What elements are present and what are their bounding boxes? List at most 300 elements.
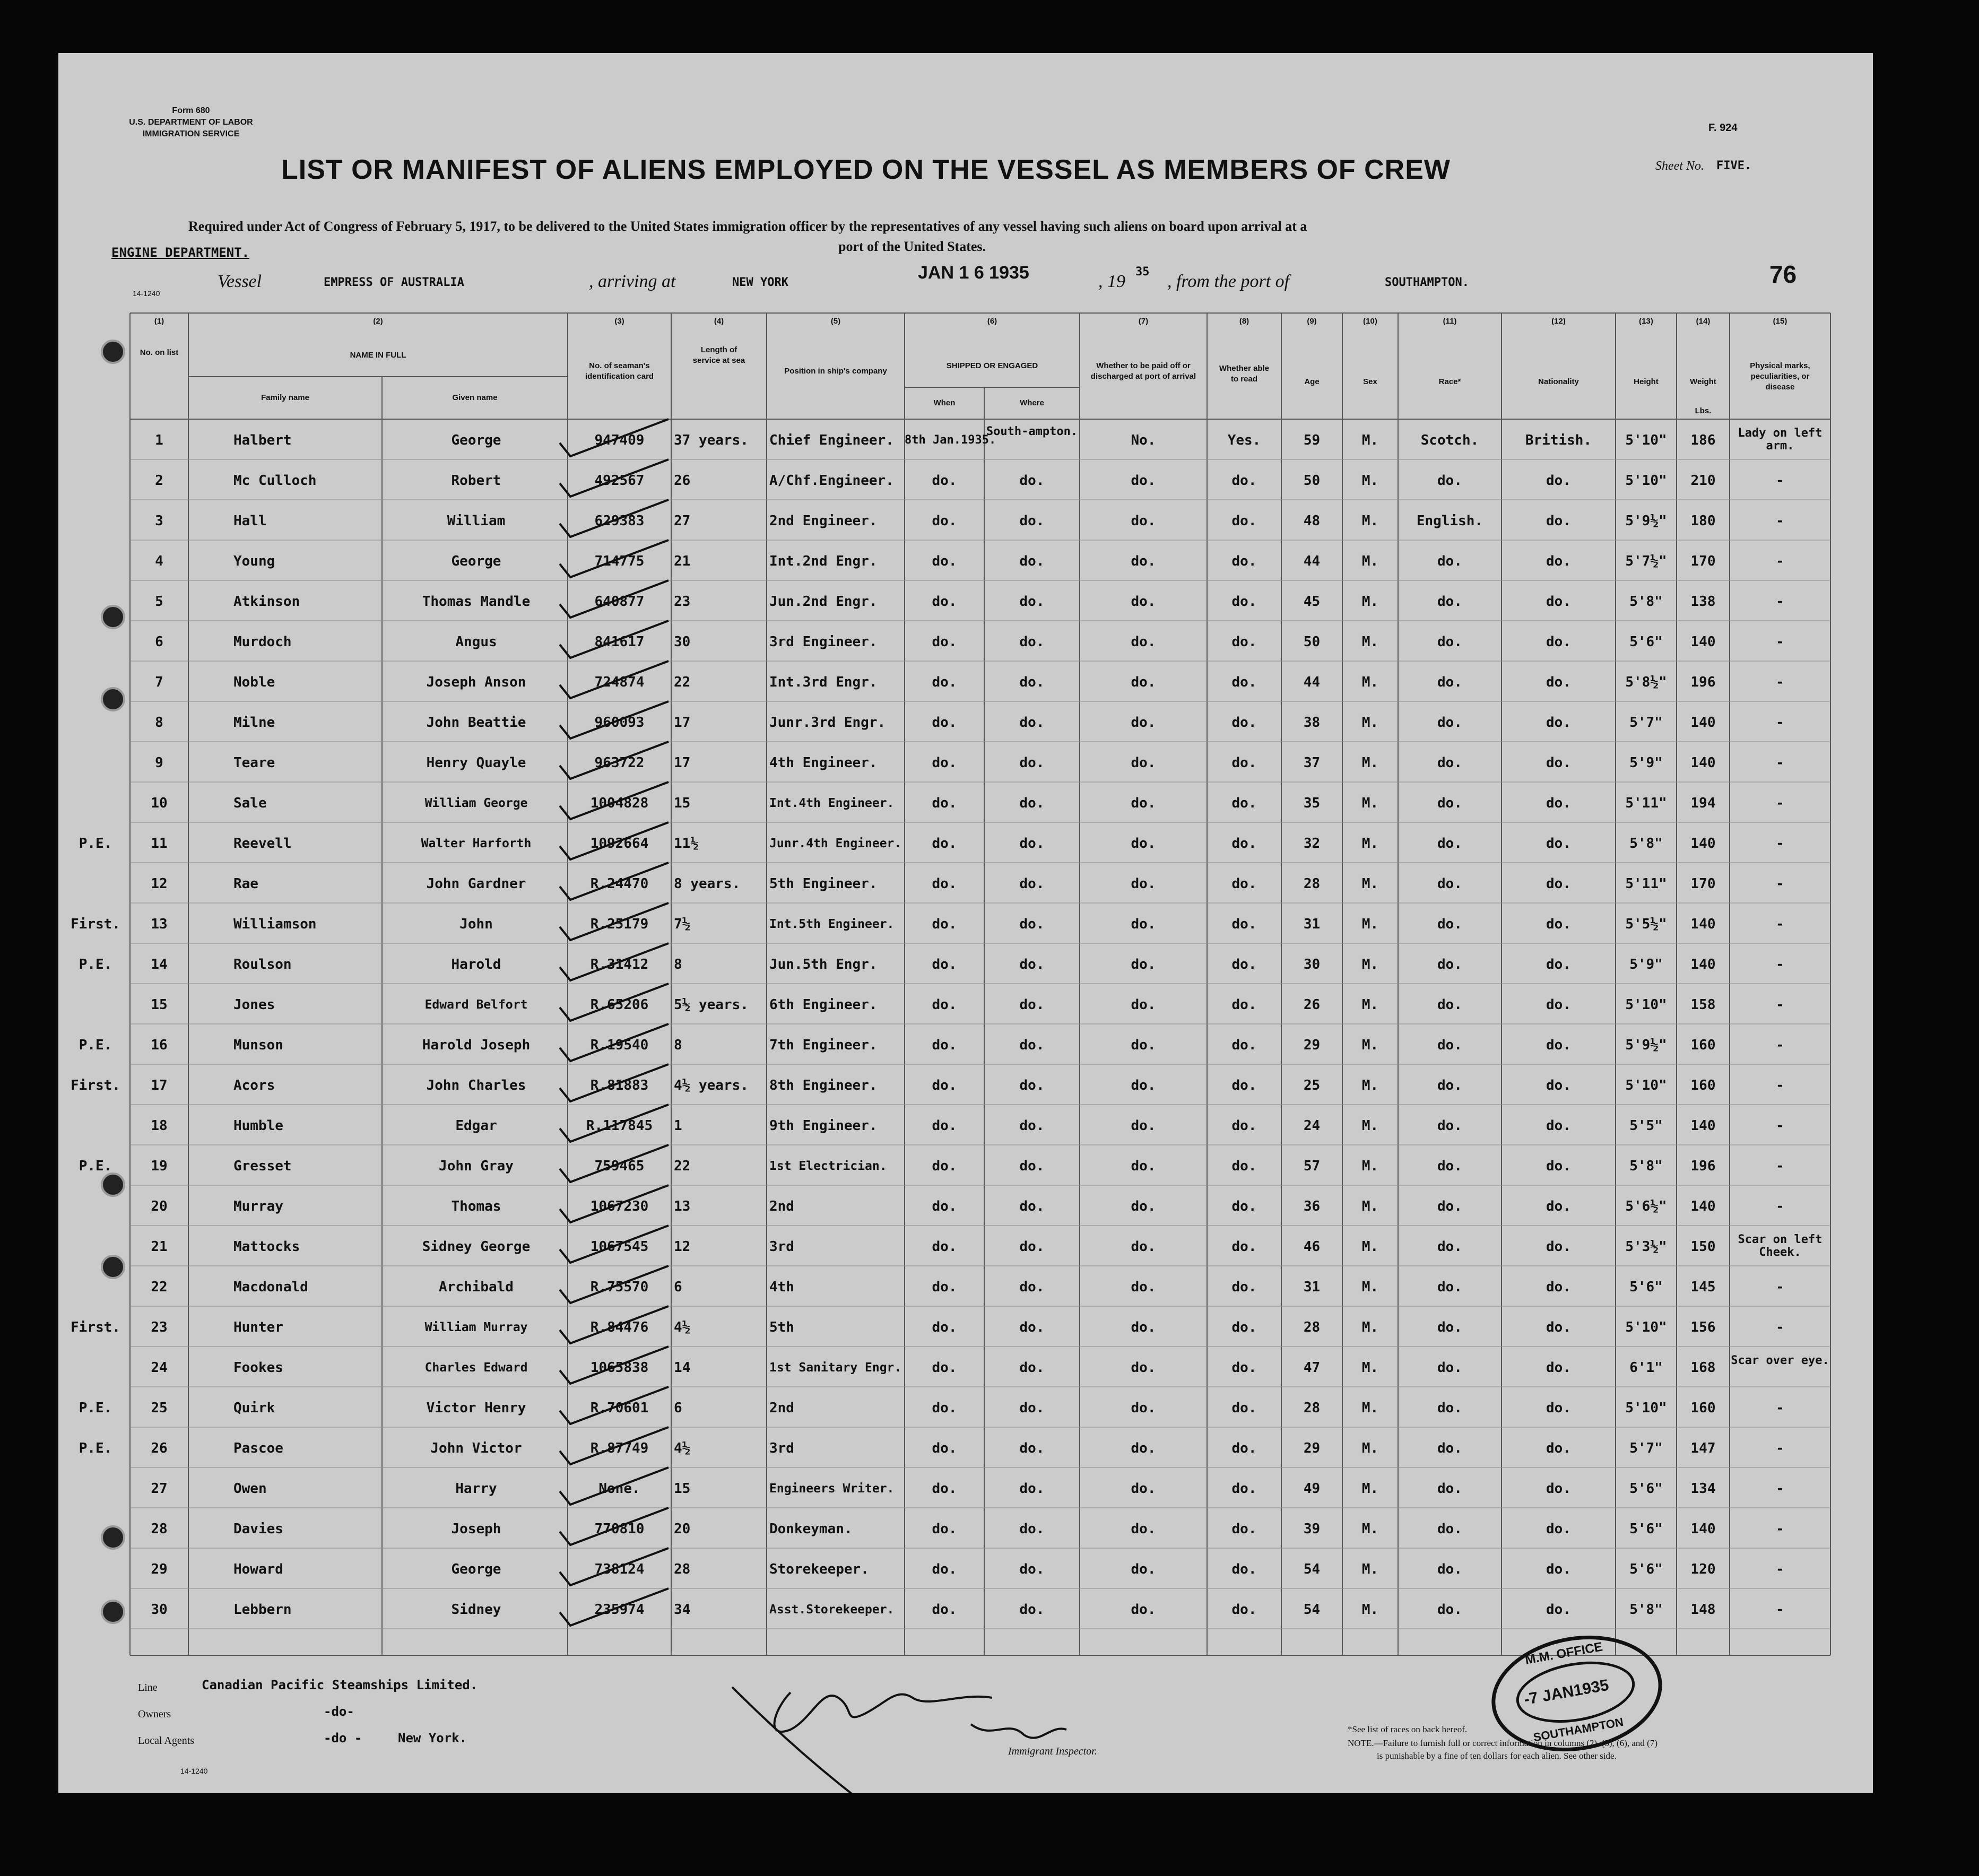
cell-paid: do. (1131, 1602, 1156, 1618)
cell-service: 4½ (674, 1440, 691, 1456)
arrival-date-stamp: JAN 1 6 1935 (918, 263, 1029, 283)
cell-paid: do. (1131, 1078, 1156, 1093)
cell-sex: M. (1361, 1078, 1379, 1093)
cell-weight: 196 (1690, 674, 1716, 690)
cell-where: do. (1019, 674, 1045, 690)
cell-card: 629383 (594, 513, 645, 529)
cell-card: 724874 (594, 674, 645, 690)
cell-read: do. (1231, 1319, 1257, 1335)
cell-given: Harold Joseph (422, 1037, 531, 1053)
owners-label: Owners (138, 1708, 171, 1720)
cell-race: do. (1437, 473, 1462, 489)
header-physical-marks: Physical marks, peculiarities, or disease (1750, 361, 1810, 392)
cell-paid: do. (1131, 1521, 1156, 1537)
cell-nationality: do. (1546, 1319, 1571, 1335)
cell-family: Howard (233, 1561, 283, 1577)
cell-race: do. (1437, 1198, 1462, 1214)
cell-height: 5'7½" (1625, 553, 1667, 569)
cell-when: do. (932, 957, 957, 972)
cell-margin: First. (71, 916, 120, 932)
cell-no: 22 (151, 1279, 168, 1295)
cell-position: 5th (769, 1319, 794, 1335)
cell-where: do. (1019, 755, 1045, 771)
line-value: Canadian Pacific Steamships Limited. (202, 1678, 478, 1692)
cell-given: Archibald (439, 1279, 514, 1295)
col-num: (3) (614, 317, 624, 326)
cell-read: do. (1231, 997, 1257, 1013)
cell-nationality: do. (1546, 795, 1571, 811)
cell-given: George (451, 432, 501, 448)
cell-read: do. (1231, 594, 1257, 610)
cell-read: do. (1231, 1279, 1257, 1295)
cell-nationality: do. (1546, 1561, 1571, 1577)
header-when: When (933, 398, 956, 407)
cell-when: do. (932, 1319, 957, 1335)
cell-family: Murdoch (233, 634, 292, 650)
cell-service: 30 (674, 634, 691, 650)
cell-no: 13 (151, 916, 168, 932)
cell-card: R.87749 (590, 1440, 649, 1456)
cell-height: 5'7" (1629, 715, 1663, 731)
cell-margin: P.E. (79, 1158, 112, 1174)
header-height: Height (1634, 377, 1659, 386)
col-num: (4) (714, 317, 724, 326)
cell-height: 5'3½" (1625, 1239, 1667, 1255)
cell-weight: 150 (1690, 1239, 1716, 1255)
cell-family: Rae (233, 876, 258, 892)
cell-weight: 140 (1690, 1521, 1716, 1537)
cell-no: 20 (151, 1198, 168, 1214)
cell-sex: M. (1361, 513, 1379, 529)
cell-race: do. (1437, 715, 1462, 731)
cell-no: 6 (155, 634, 163, 650)
cell-nationality: do. (1546, 553, 1571, 569)
cell-given: John Gardner (426, 876, 526, 892)
cell-card: 841617 (594, 634, 645, 650)
cell-read: do. (1231, 1078, 1257, 1093)
cell-when: do. (932, 715, 957, 731)
cell-card: 947409 (594, 432, 645, 448)
cell-no: 2 (155, 473, 163, 489)
col-num: (6) (987, 317, 997, 326)
cell-sex: M. (1361, 876, 1379, 892)
cell-weight: 210 (1690, 473, 1716, 489)
cell-race: do. (1437, 1440, 1462, 1456)
cell-read: do. (1231, 634, 1257, 650)
cell-height: 5'6" (1629, 1561, 1663, 1577)
cell-race: do. (1437, 795, 1462, 811)
cell-age: 48 (1303, 513, 1321, 529)
cell-paid: do. (1131, 1158, 1156, 1174)
header-shipped-engaged: SHIPPED OR ENGAGED (946, 361, 1038, 370)
cell-given: Angus (455, 634, 497, 650)
cell-paid: do. (1131, 1319, 1156, 1335)
cell-marks: - (1776, 1037, 1784, 1053)
cell-paid: do. (1131, 916, 1156, 932)
cell-card: 492567 (594, 473, 645, 489)
cell-service: 21 (674, 553, 691, 569)
cell-no: 30 (151, 1602, 168, 1618)
cell-sex: M. (1361, 473, 1379, 489)
arriving-label: , arriving at (589, 272, 676, 291)
cell-family: Davies (233, 1521, 283, 1537)
cell-marks: - (1776, 997, 1784, 1013)
cell-height: 5'6" (1629, 634, 1663, 650)
cell-read: do. (1231, 1481, 1257, 1497)
cell-where: do. (1019, 473, 1045, 489)
cell-race: do. (1437, 1561, 1462, 1577)
cell-read: do. (1231, 876, 1257, 892)
cell-when: 8th Jan.1935. (905, 433, 996, 447)
cell-nationality: do. (1546, 1360, 1571, 1376)
cell-when: do. (932, 553, 957, 569)
cell-weight: 158 (1690, 997, 1716, 1013)
cell-card: R.24470 (590, 876, 649, 892)
cell-height: 5'11" (1625, 876, 1667, 892)
cell-position: 2nd Engineer. (769, 513, 878, 529)
agents-city: New York. (398, 1731, 467, 1745)
cell-weight: 180 (1690, 513, 1716, 529)
binder-hole (101, 687, 125, 711)
cell-paid: do. (1131, 1198, 1156, 1214)
cell-nationality: do. (1546, 715, 1571, 731)
cell-sex: M. (1361, 1400, 1379, 1416)
cell-service: 15 (674, 795, 691, 811)
cell-nationality: do. (1546, 1440, 1571, 1456)
cell-given: Harold (451, 957, 501, 972)
cell-family: Halbert (233, 432, 292, 448)
cell-read: do. (1231, 1158, 1257, 1174)
binder-hole (101, 1525, 125, 1550)
cell-family: Mattocks (233, 1239, 300, 1255)
cell-when: do. (932, 1118, 957, 1134)
cell-given: Thomas (451, 1198, 501, 1214)
cell-when: do. (932, 634, 957, 650)
cell-marks: - (1776, 1440, 1784, 1456)
cell-service: 5½ years. (674, 997, 749, 1013)
cell-sex: M. (1361, 997, 1379, 1013)
cell-given: Victor Henry (426, 1400, 526, 1416)
cell-where: do. (1019, 1440, 1045, 1456)
cell-card: R.117845 (586, 1118, 653, 1134)
cell-read: do. (1231, 1360, 1257, 1376)
cell-height: 5'10" (1625, 432, 1667, 448)
header-no-on-list: No. on list (140, 348, 179, 357)
col-num: (5) (830, 317, 841, 326)
col-num: (9) (1307, 317, 1317, 326)
cell-card: 770810 (594, 1521, 645, 1537)
cell-nationality: do. (1546, 755, 1571, 771)
cell-when: do. (932, 1360, 957, 1376)
inspector-label: Immigrant Inspector. (1008, 1745, 1097, 1757)
cell-service: 4½ years. (674, 1078, 749, 1093)
cell-margin: P.E. (79, 957, 112, 972)
cell-marks: - (1776, 1198, 1784, 1214)
cell-paid: do. (1131, 1360, 1156, 1376)
cell-paid: do. (1131, 1118, 1156, 1134)
cell-sex: M. (1361, 1279, 1379, 1295)
cell-paid: do. (1131, 755, 1156, 771)
cell-height: 5'10" (1625, 1400, 1667, 1416)
year-prefix: , 19 (1098, 272, 1125, 291)
cell-sex: M. (1361, 1158, 1379, 1174)
cell-service: 17 (674, 755, 691, 771)
cell-service: 8 (674, 1037, 682, 1053)
cell-position: 7th Engineer. (769, 1037, 878, 1053)
cell-read: do. (1231, 836, 1257, 852)
cell-no: 27 (151, 1481, 168, 1497)
cell-card: 759465 (594, 1158, 645, 1174)
cell-sex: M. (1361, 1319, 1379, 1335)
cell-position: Int.2nd Engr. (769, 553, 878, 569)
cell-card: R.70601 (590, 1400, 649, 1416)
cell-where: do. (1019, 715, 1045, 731)
cell-marks: - (1776, 1561, 1784, 1577)
cell-height: 5'8" (1629, 1602, 1663, 1618)
cell-age: 57 (1303, 1158, 1321, 1174)
cell-paid: do. (1131, 513, 1156, 529)
cell-nationality: do. (1546, 1400, 1571, 1416)
owners-value: -do- (324, 1704, 354, 1719)
cell-marks: - (1776, 634, 1784, 650)
cell-position: 3rd (769, 1440, 794, 1456)
cell-when: do. (932, 1561, 957, 1577)
col-num: (11) (1443, 317, 1457, 326)
cell-paid: do. (1131, 553, 1156, 569)
cell-height: 5'8" (1629, 1158, 1663, 1174)
cell-where: do. (1019, 957, 1045, 972)
cell-position: Storekeeper. (769, 1561, 869, 1577)
cell-where: do. (1019, 1198, 1045, 1214)
binder-hole (101, 605, 125, 629)
cell-where: do. (1019, 795, 1045, 811)
cell-given: Charles Edward (424, 1361, 528, 1375)
cell-height: 5'10" (1625, 1078, 1667, 1093)
cell-nationality: British. (1525, 432, 1592, 448)
cell-paid: do. (1131, 1400, 1156, 1416)
cell-nationality: do. (1546, 1078, 1571, 1093)
cell-age: 30 (1303, 957, 1321, 972)
cell-sex: M. (1361, 1118, 1379, 1134)
cell-service: 22 (674, 674, 691, 690)
cell-service: 27 (674, 513, 691, 529)
cell-race: English. (1416, 513, 1483, 529)
cell-card: R.65206 (590, 997, 649, 1013)
cell-card: 1065838 (590, 1360, 649, 1376)
header-family-name: Family name (261, 393, 309, 402)
cell-given: Joseph Anson (426, 674, 526, 690)
cell-read: do. (1231, 1521, 1257, 1537)
from-port-label: , from the port of (1167, 272, 1290, 291)
cell-sex: M. (1361, 715, 1379, 731)
cell-marks: Scar over eye. (1731, 1354, 1829, 1367)
cell-family: Noble (233, 674, 275, 690)
header-where: Where (1020, 398, 1044, 407)
cell-read: do. (1231, 1602, 1257, 1618)
cell-sex: M. (1361, 795, 1379, 811)
cell-height: 5'8½" (1625, 674, 1667, 690)
cell-position: Junr.4th Engineer. (769, 837, 902, 850)
cell-family: Murray (233, 1198, 283, 1214)
cell-position: Engineers Writer. (769, 1482, 895, 1496)
cell-read: do. (1231, 513, 1257, 529)
cell-position: 1st Sanitary Engr. (769, 1361, 902, 1375)
cell-age: 39 (1303, 1521, 1321, 1537)
cell-height: 5'11" (1625, 795, 1667, 811)
cell-race: do. (1437, 553, 1462, 569)
cell-no: 16 (151, 1037, 168, 1053)
cell-read: do. (1231, 473, 1257, 489)
cell-where: do. (1019, 1400, 1045, 1416)
cell-no: 14 (151, 957, 168, 972)
cell-race: do. (1437, 916, 1462, 932)
cell-race: do. (1437, 1037, 1462, 1053)
cell-weight: 140 (1690, 755, 1716, 771)
cell-race: do. (1437, 755, 1462, 771)
col-num: (14) (1696, 317, 1711, 326)
cell-family: Quirk (233, 1400, 275, 1416)
cell-race: do. (1437, 876, 1462, 892)
form-number: Form 680 (172, 106, 210, 115)
cell-given: Edgar (455, 1118, 497, 1134)
cell-sex: M. (1361, 634, 1379, 650)
cell-given: John Victor (430, 1440, 522, 1456)
cell-marks: - (1776, 1602, 1784, 1618)
cell-when: do. (932, 1481, 957, 1497)
cell-weight: 194 (1690, 795, 1716, 811)
cell-family: Reevell (233, 836, 292, 852)
cell-margin: P.E. (79, 1400, 112, 1416)
cell-nationality: do. (1546, 1037, 1571, 1053)
cell-service: 34 (674, 1602, 691, 1618)
cell-where: do. (1019, 1481, 1045, 1497)
cell-where: do. (1019, 553, 1045, 569)
cell-height: 5'5½" (1625, 916, 1667, 932)
cell-no: 8 (155, 715, 163, 731)
cell-age: 54 (1303, 1561, 1321, 1577)
cell-family: Sale (233, 795, 267, 811)
cell-weight: 148 (1690, 1602, 1716, 1618)
cell-no: 19 (151, 1158, 168, 1174)
cell-when: do. (932, 1239, 957, 1255)
cell-service: 6 (674, 1400, 682, 1416)
cell-position: 3rd Engineer. (769, 634, 878, 650)
cell-no: 29 (151, 1561, 168, 1577)
subtitle-line1: Required under Act of Congress of February 5, 1917, to be delivered to the United States immigration officer by the representatives of any vessel having such aliens on board upon arrival at a (188, 219, 1307, 234)
cell-position: Junr.3rd Engr. (769, 715, 886, 731)
cell-nationality: do. (1546, 1118, 1571, 1134)
cell-sex: M. (1361, 755, 1379, 771)
cell-race: do. (1437, 1319, 1462, 1335)
cell-given: Walter Harforth (421, 837, 532, 850)
cell-given: Harry (455, 1481, 497, 1497)
cell-family: Acors (233, 1078, 275, 1093)
cell-weight: 160 (1690, 1037, 1716, 1053)
cell-marks: - (1776, 755, 1784, 771)
cell-marks: - (1776, 1118, 1784, 1134)
cell-nationality: do. (1546, 473, 1571, 489)
cell-sex: M. (1361, 1037, 1379, 1053)
cell-position: 5th Engineer. (769, 876, 878, 892)
cell-age: 45 (1303, 594, 1321, 610)
manifest-page (58, 53, 1873, 1793)
cell-age: 28 (1303, 1319, 1321, 1335)
cell-height: 5'6½" (1625, 1198, 1667, 1214)
arriving-port: NEW YORK (732, 276, 788, 289)
cell-position: Donkeyman. (769, 1521, 853, 1537)
cell-service: 1 (674, 1118, 682, 1134)
cell-no: 15 (151, 997, 168, 1013)
cell-no: 11 (151, 836, 168, 852)
cell-no: 25 (151, 1400, 168, 1416)
cell-age: 25 (1303, 1078, 1321, 1093)
page-number: 76 (1769, 260, 1797, 288)
cell-service: 26 (674, 473, 691, 489)
cell-service: 8 years. (674, 876, 741, 892)
cell-service: 15 (674, 1481, 691, 1497)
cell-paid: do. (1131, 997, 1156, 1013)
cell-race: do. (1437, 674, 1462, 690)
line-label: Line (138, 1682, 158, 1693)
cell-position: 2nd (769, 1198, 794, 1214)
cell-position: 4th Engineer. (769, 755, 878, 771)
cell-card: 1004828 (590, 795, 649, 811)
cell-paid: do. (1131, 1037, 1156, 1053)
cell-weight: 196 (1690, 1158, 1716, 1174)
cell-race: do. (1437, 1158, 1462, 1174)
cell-margin: P.E. (79, 1037, 112, 1053)
cell-read: do. (1231, 755, 1257, 771)
cell-family: Teare (233, 755, 275, 771)
cell-card: R.84476 (590, 1319, 649, 1335)
cell-marks: - (1776, 1319, 1784, 1335)
cell-read: do. (1231, 715, 1257, 731)
cell-where: do. (1019, 836, 1045, 852)
cell-age: 28 (1303, 1400, 1321, 1416)
cell-where: do. (1019, 1158, 1045, 1174)
cell-position: 4th (769, 1279, 794, 1295)
cell-when: do. (932, 594, 957, 610)
cell-given: George (451, 1561, 501, 1577)
cell-race: do. (1437, 1239, 1462, 1255)
cell-race: do. (1437, 1400, 1462, 1416)
cell-race: Scotch. (1420, 432, 1479, 448)
cell-nationality: do. (1546, 674, 1571, 690)
cell-read: do. (1231, 553, 1257, 569)
binder-hole (101, 1600, 125, 1624)
col-num: (13) (1639, 317, 1653, 326)
cell-marks: - (1776, 715, 1784, 731)
cell-service: 14 (674, 1360, 691, 1376)
cell-when: do. (932, 876, 957, 892)
cell-family: Humble (233, 1118, 283, 1134)
cell-no: 7 (155, 674, 163, 690)
inspector-signature (775, 1692, 992, 1732)
cell-when: do. (932, 1078, 957, 1093)
cell-given: Sidney (451, 1602, 501, 1618)
header-paid-off: Whether to be paid off or discharged at port of arrival (1090, 361, 1196, 381)
cell-read: do. (1231, 1561, 1257, 1577)
cell-marks: - (1776, 1078, 1784, 1093)
cell-position: Int.5th Engineer. (769, 917, 895, 931)
cell-height: 5'10" (1625, 473, 1667, 489)
cell-card: 714775 (594, 553, 645, 569)
cell-margin: First. (71, 1319, 120, 1335)
year-suffix: 35 (1135, 265, 1150, 279)
cell-weight: 138 (1690, 594, 1716, 610)
cell-position: 1st Electrician. (769, 1159, 887, 1173)
cell-marks: - (1776, 594, 1784, 610)
